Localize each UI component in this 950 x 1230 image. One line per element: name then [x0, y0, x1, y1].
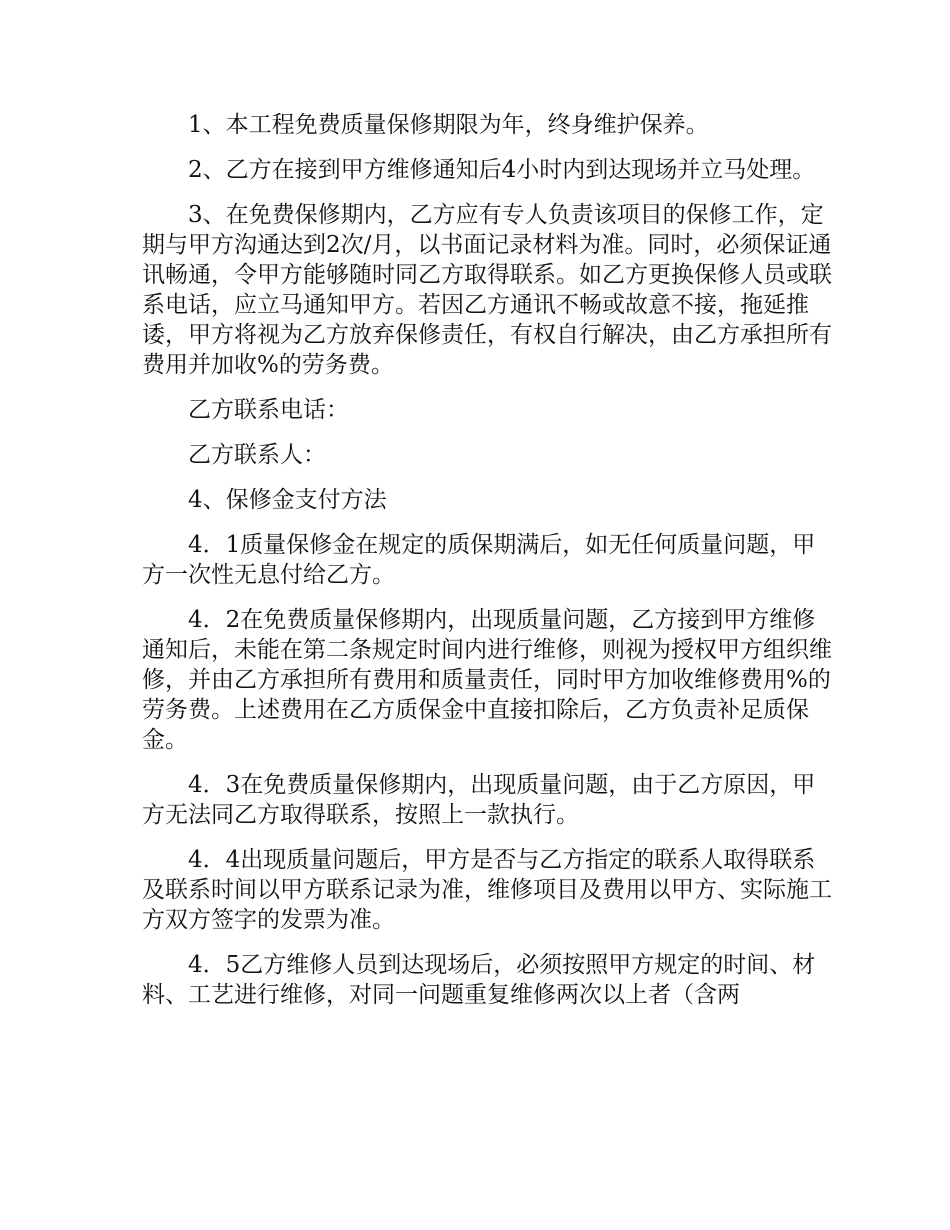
paragraph-contact-person: 乙方联系人： — [188, 442, 326, 468]
document-body — [142, 110, 832, 1025]
section-heading-payment-method: 4、保修金支付方法 — [188, 487, 387, 513]
paragraph-clause-4-3: 4．3在免费质量保修期内，出现质量问题，由于乙方原因，甲方无法同乙方取得联系，按照上一款执行。 — [142, 772, 816, 828]
paragraph-clause-4-1: 4．1质量保修金在规定的质保期满后，如无任何质量问题，甲方一次性无息付给乙方。 — [142, 532, 816, 588]
paragraph-clause-4-4: 4．4出现质量问题后，甲方是否与乙方指定的联系人取得联系及联系时间以甲方联系记录为准，维修项目及费用以甲方、实际施工方双方签字的发票为准。 — [142, 847, 832, 933]
paragraph-maintenance-staff: 3、在免费保修期内，乙方应有专人负责该项目的保修工作，定期与甲方沟通达到2次/月，以书面记录材料为准。同时，必须保证通讯畅通，令甲方能够随时同乙方取得联系。如乙方更换保修人员或联系电话，应立马通知甲方。若因乙方通讯不畅或故意不接，拖延推诿，甲方将视为乙方放弃保修责任，有权自行解决，由乙方承担所有费用并加收%的劳务费。 — [142, 202, 832, 378]
paragraph-clause-4-2: 4．2在免费质量保修期内，出现质量问题，乙方接到甲方维修通知后，未能在第二条规定时间内进行维修，则视为授权甲方组织维修，并由乙方承担所有费用和质量责任，同时甲方加收维修费用%的劳务费。上述费用在乙方质保金中直接扣除后，乙方负责补足质保金。 — [142, 607, 832, 753]
paragraph-warranty-period: 1、本工程免费质量保修期限为年，终身维护保养。 — [188, 112, 709, 138]
paragraph-clause-4-5: 4．5乙方维修人员到达现场后，必须按照甲方规定的时间、材料、工艺进行维修，对同一问题重复维修两次以上者（含两 — [142, 952, 816, 1008]
paragraph-contact-phone: 乙方联系电话： — [188, 397, 349, 423]
paragraph-response-time: 2、乙方在接到甲方维修通知后4小时内到达现场并立马处理。 — [188, 157, 816, 183]
